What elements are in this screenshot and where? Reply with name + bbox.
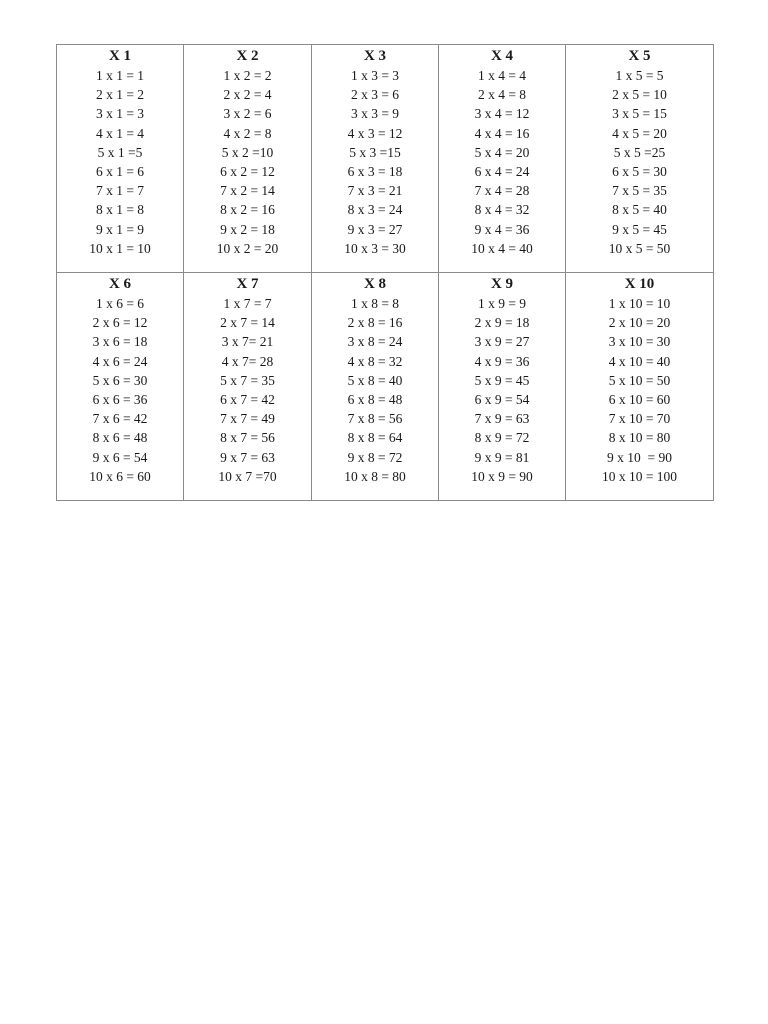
equation-line: 7 x 1 = 7	[95, 183, 145, 199]
equation-line: 9 x 7 = 63	[220, 449, 275, 465]
equation-line: 8 x 2 = 16	[220, 202, 275, 218]
equation-line: 5 x 5 =25	[613, 144, 666, 160]
equation-line: 2 x 6 = 12	[92, 315, 148, 331]
equation-line: 2 x 5 = 10	[612, 87, 667, 103]
equation-line: 5 x 2 =10	[221, 144, 274, 160]
equation-line: 4 x 9 = 36	[474, 353, 530, 369]
equation-line: 2 x 10 = 20	[608, 315, 671, 331]
times-table-cell	[57, 273, 184, 501]
equation-line: 10 x 7 =70	[218, 468, 277, 484]
equation-line: 6 x 1 = 6	[95, 164, 145, 180]
equation-line: 5 x 1 =5	[97, 144, 143, 160]
times-table-title: X 8	[363, 276, 387, 292]
equation-line: 1 x 10 = 10	[608, 296, 671, 311]
equation-line: 10 x 10 = 100	[601, 468, 678, 484]
equation-line: 10 x 2 = 20	[216, 240, 279, 256]
equation-line: 6 x 9 = 54	[474, 392, 530, 408]
equation-line: 2 x 8 = 16	[347, 315, 403, 331]
equation-line: 6 x 2 = 12	[220, 164, 275, 180]
equation-line: 4 x 3 = 12	[347, 125, 403, 141]
equation-line: 5 x 3 =15	[349, 144, 401, 160]
equation-line: 6 x 8 = 48	[347, 392, 403, 408]
times-table-title: X 10	[624, 276, 655, 292]
equation-line: 1 x 5 = 5	[615, 68, 664, 83]
equation-line: 7 x 8 = 56	[347, 411, 403, 427]
equation-line: 2 x 3 = 6	[350, 87, 400, 103]
times-table-title: X 9	[490, 276, 514, 292]
equation-line: 3 x 4 = 12	[474, 106, 530, 122]
equation-line: 1 x 1 = 1	[95, 68, 145, 83]
equation-line: 4 x 10 = 40	[608, 353, 671, 369]
equation-line: 5 x 4 = 20	[474, 144, 530, 160]
equation-line: 8 x 3 = 24	[347, 202, 403, 218]
equation-line: 9 x 10 = 90	[607, 449, 672, 465]
times-table-title: X 5	[628, 48, 651, 64]
equation-line: 7 x 2 = 14	[220, 183, 275, 199]
equation-line: 6 x 5 = 30	[612, 164, 667, 180]
equation-line: 9 x 4 = 36	[474, 221, 530, 237]
equation-line: 7 x 9 = 63	[474, 411, 530, 427]
equation-line: 10 x 9 = 90	[471, 468, 533, 484]
equation-line: 8 x 4 = 32	[474, 202, 530, 218]
equation-line: 3 x 2 = 6	[223, 106, 272, 122]
times-table-cell	[57, 45, 184, 273]
equation-line: 1 x 2 = 2	[223, 68, 272, 83]
equation-line: 3 x 1 = 3	[95, 106, 145, 122]
equation-line: 3 x 6 = 18	[92, 334, 148, 350]
equation-line: 10 x 5 = 50	[608, 240, 671, 256]
equation-line: 10 x 4 = 40	[471, 240, 533, 256]
equation-line: 8 x 7 = 56	[220, 430, 275, 446]
equation-line: 7 x 4 = 28	[474, 183, 530, 199]
equation-line: 7 x 7 = 49	[220, 411, 275, 427]
equation-line: 1 x 7 = 7	[223, 296, 272, 311]
equation-line: 2 x 2 = 4	[223, 87, 272, 103]
equation-line: 3 x 3 = 9	[350, 106, 400, 122]
equation-line: 5 x 6 = 30	[92, 372, 148, 388]
times-table-title: X 2	[236, 48, 259, 64]
equation-line: 9 x 2 = 18	[220, 221, 275, 237]
equation-line: 4 x 8 = 32	[347, 353, 403, 369]
equation-line: 10 x 3 = 30	[344, 240, 406, 256]
table-row	[57, 273, 714, 501]
times-tables-grid	[56, 44, 714, 501]
equation-line: 8 x 5 = 40	[612, 202, 667, 218]
times-table-cell	[184, 45, 312, 273]
equation-line: 1 x 8 = 8	[350, 296, 400, 311]
equation-line: 6 x 10 = 60	[608, 392, 671, 408]
equation-line: 5 x 9 = 45	[474, 372, 530, 388]
times-table-cell	[312, 45, 439, 273]
equation-line: 7 x 3 = 21	[347, 183, 403, 199]
equation-line: 5 x 8 = 40	[347, 372, 403, 388]
times-table-title: X 6	[108, 276, 132, 292]
equation-line: 8 x 9 = 72	[474, 430, 530, 446]
equation-line: 3 x 8 = 24	[347, 334, 403, 350]
times-table-title: X 1	[108, 48, 132, 64]
equation-line: 6 x 3 = 18	[347, 164, 403, 180]
times-table-title: X 3	[363, 48, 387, 64]
equation-line: 4 x 5 = 20	[612, 125, 667, 141]
equation-line: 7 x 5 = 35	[612, 183, 667, 199]
equation-line: 8 x 10 = 80	[608, 430, 671, 446]
equation-line: 10 x 1 = 10	[89, 240, 151, 256]
equation-line: 4 x 1 = 4	[95, 125, 145, 141]
equation-line: 9 x 9 = 81	[474, 449, 530, 465]
equation-line: 2 x 1 = 2	[95, 87, 145, 103]
equation-line: 3 x 5 = 15	[612, 106, 667, 122]
times-table-cell	[566, 273, 714, 501]
equation-line: 2 x 4 = 8	[477, 87, 527, 103]
times-table-title: X 4	[490, 48, 514, 64]
equation-line: 8 x 8 = 64	[347, 430, 403, 446]
equation-line: 10 x 8 = 80	[344, 468, 406, 484]
equation-line: 7 x 6 = 42	[92, 411, 148, 427]
equation-line: 9 x 8 = 72	[347, 449, 403, 465]
equation-line: 1 x 4 = 4	[477, 68, 527, 83]
equation-line: 2 x 7 = 14	[220, 315, 275, 331]
equation-line: 6 x 7 = 42	[220, 392, 275, 408]
times-table-cell	[184, 273, 312, 501]
equation-line: 2 x 9 = 18	[474, 315, 530, 331]
equation-line: 1 x 3 = 3	[350, 68, 400, 83]
equation-line: 1 x 9 = 9	[477, 296, 527, 311]
equation-line: 4 x 6 = 24	[92, 353, 148, 369]
equation-line: 4 x 4 = 16	[474, 125, 530, 141]
equation-line: 3 x 7= 21	[221, 334, 274, 350]
equation-line: 3 x 10 = 30	[608, 334, 671, 350]
equation-line: 4 x 2 = 8	[223, 125, 272, 141]
equation-line: 9 x 3 = 27	[347, 221, 403, 237]
times-table-title: X 7	[236, 276, 259, 292]
equation-line: 10 x 6 = 60	[89, 468, 151, 484]
times-table-cell	[439, 273, 566, 501]
equation-line: 1 x 6 = 6	[95, 296, 145, 311]
equation-line: 5 x 10 = 50	[608, 372, 671, 388]
equation-line: 9 x 1 = 9	[95, 221, 145, 237]
times-table-cell	[566, 45, 714, 273]
equation-line: 8 x 6 = 48	[92, 430, 148, 446]
equation-line: 8 x 1 = 8	[95, 202, 145, 218]
table-row	[57, 45, 714, 273]
equation-line: 6 x 6 = 36	[92, 392, 148, 408]
equation-line: 4 x 7= 28	[221, 353, 274, 369]
equation-line: 6 x 4 = 24	[474, 164, 530, 180]
equation-line: 9 x 5 = 45	[612, 221, 667, 237]
equation-line: 5 x 7 = 35	[220, 372, 275, 388]
times-table-cell	[312, 273, 439, 501]
equation-line: 3 x 9 = 27	[474, 334, 530, 350]
equation-line: 7 x 10 = 70	[608, 411, 671, 427]
equation-line: 9 x 6 = 54	[92, 449, 148, 465]
times-table-cell	[439, 45, 566, 273]
